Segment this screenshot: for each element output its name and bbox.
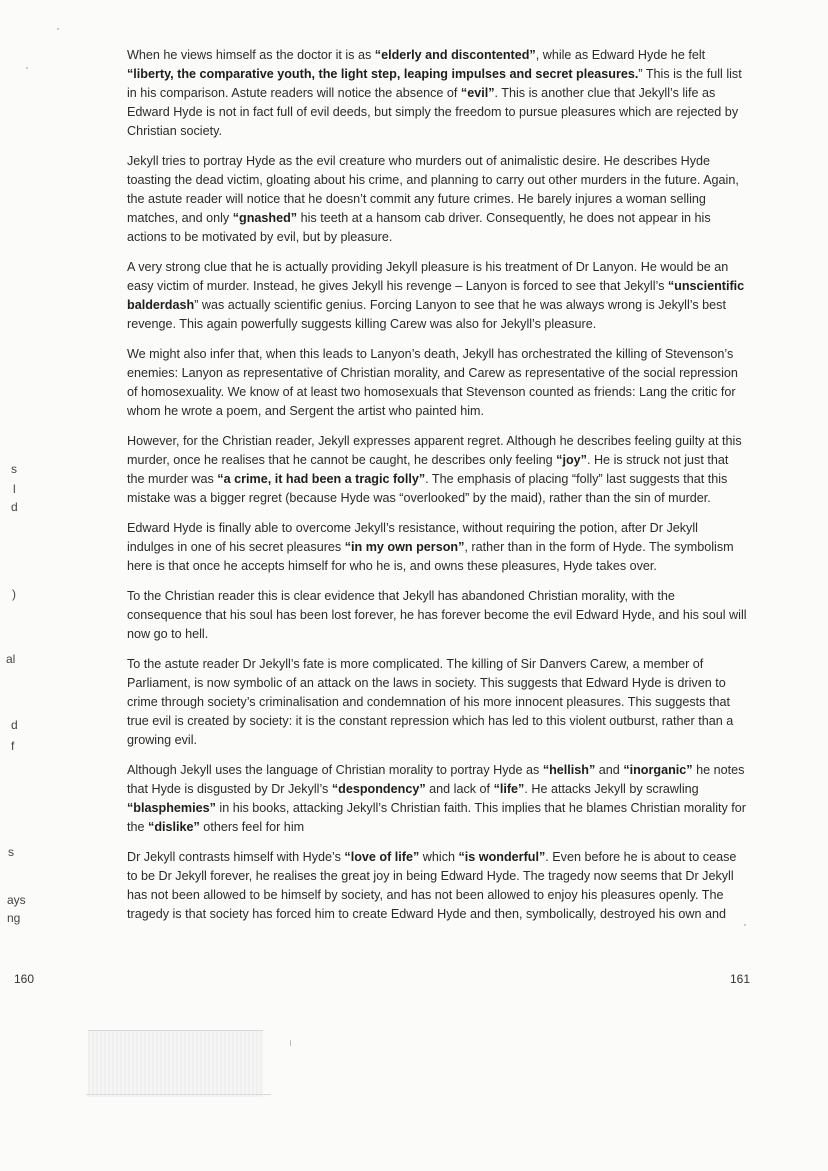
margin-fragment: s (11, 462, 17, 476)
speck (290, 1040, 291, 1046)
text-run: . This is another clue that Jekyll’s life as Edward Hyde is not in fact full of evil deeds, but simply the freedom to pursue pleasures which are rejected by Christian society. (127, 86, 739, 138)
text-run: When he views himself as the doctor it is as (127, 48, 375, 62)
scan-line (86, 1094, 271, 1095)
text-run: ” This is the full list in his comparison. Astute readers will notice the absence of (127, 67, 742, 100)
margin-fragment: ng (7, 911, 21, 925)
quote-emphasis: “elderly and discontented” (374, 48, 536, 62)
text-run: . He is struck not just that the murder was (127, 453, 729, 486)
quote-emphasis: “a crime, it had been a tragic folly” (217, 472, 426, 486)
text-run: We might also infer that, when this leads to Lanyon’s death, Jekyll has orchestrated the killing of Stevenson’s enemies: Lanyon as representative of Christian morality, and Carew as representative of the social repression of homosexuality. We know of at least two homosexuals that Stevenson counted as friends: Lang the critic for whom he wrote a poem, and Sergent the artist who painted him. (127, 347, 738, 418)
paragraph-2 (127, 152, 747, 247)
quote-emphasis: “in my own person” (344, 540, 465, 554)
quote-emphasis: “is wonderful” (458, 850, 546, 864)
text-run: . Even before he is about to cease to be Dr Jekyll forever, he realises the great joy in being Edward Hyde. The tragedy now seems that Dr Jekyll has not been allowed to be himself by society, and has not been allowed to enjoy his pleasures openly. The tragedy is that society has forced him to create Edward Hyde and then, symbolically, destroyed his own and (127, 850, 737, 921)
page-number-left: 160 (14, 972, 35, 986)
text-run: Edward Hyde is finally able to overcome Jekyll’s resistance, without requiring the potion, after Dr Jekyll indulges in one of his secret pleasures (127, 521, 698, 554)
body-text (127, 46, 747, 935)
quote-emphasis: “life” (493, 782, 525, 796)
text-run: To the astute reader Dr Jekyll’s fate is more complicated. The killing of Sir Danvers Carew, a member of Parliament, is now symbolic of an attack on the laws in society. This suggests that Edward Hyde is driven to crime through society’s criminalisation and condemnation of his more innocent pleasures. This suggests that true evil is created by society: it is the constant repression which has led to this violent outburst, rather than a growing evil. (127, 657, 734, 747)
speck (744, 924, 746, 926)
text-run: Dr Jekyll contrasts himself with Hyde’s (127, 850, 345, 864)
paragraph-8 (127, 655, 747, 750)
paragraph-9 (127, 761, 747, 837)
text-run: , while as Edward Hyde he felt (535, 48, 706, 62)
quote-emphasis: “hellish” (542, 763, 596, 777)
text-run: which (419, 850, 459, 864)
quote-emphasis: “liberty, the comparative youth, the light step, leaping impulses and secret pleasures. (127, 67, 639, 81)
paragraph-10 (127, 848, 747, 924)
page-number-right: 161 (730, 972, 751, 986)
margin-fragment: d (11, 718, 18, 732)
quote-emphasis: “inorganic” (623, 763, 693, 777)
speck (26, 67, 28, 69)
text-run: A very strong clue that he is actually providing Jekyll pleasure is his treatment of Dr Lanyon. He would be an easy victim of murder. Instead, he gives Jekyll his revenge – Lanyon is forced to see that Jekyll’s (127, 260, 729, 293)
paragraph-1 (127, 46, 747, 141)
paragraph-4 (127, 345, 747, 421)
text-run: others feel for him (199, 820, 305, 834)
text-run: and lack of (425, 782, 494, 796)
text-run: he notes that Hyde is disgusted by Dr Jekyll’s (127, 763, 745, 796)
scan-artifact (88, 1030, 263, 1097)
quote-emphasis: “evil” (460, 86, 495, 100)
quote-emphasis: “dislike” (148, 820, 200, 834)
margin-fragment: ) (12, 587, 16, 601)
text-run: his teeth at a hansom cab driver. Consequently, he does not appear in his actions to be motivated by evil, but by pleasure. (127, 211, 711, 244)
text-run: To the Christian reader this is clear evidence that Jekyll has abandoned Christian morality, with the consequence that his soul has been lost forever, he has forever become the evil Edward Hyde, and his soul will now go to hell. (127, 589, 747, 641)
margin-fragment: al (6, 652, 16, 666)
paragraph-3 (127, 258, 747, 334)
quote-emphasis: “blasphemies” (127, 801, 216, 815)
margin-fragment: f (11, 739, 15, 753)
quote-emphasis: “gnashed” (232, 211, 298, 225)
margin-fragment: s (8, 845, 14, 859)
text-run: . He attacks Jekyll by scrawling (524, 782, 699, 796)
text-run: . The emphasis of placing “folly” last suggests that this mistake was a bigger regret (because Hyde was “overlooked” by the maid), rather than the sin of murder. (127, 472, 728, 505)
text-run: ” was actually scientific genius. Forcing Lanyon to see that he was always wrong is Jekyll’s best revenge. This again powerfully suggests killing Carew was also for Jekyll’s pleasure. (127, 298, 726, 331)
text-run: Although Jekyll uses the language of Christian morality to portray Hyde as (127, 763, 543, 777)
margin-fragment: l (13, 482, 16, 496)
quote-emphasis: “love of life” (344, 850, 420, 864)
paragraph-6 (127, 519, 747, 576)
quote-emphasis: “unscientific balderdash (127, 279, 745, 312)
text-run: However, for the Christian reader, Jekyll expresses apparent regret. Although he describes feeling guilty at this murder, once he realises that he cannot be caught, he describes only feeling (127, 434, 742, 467)
quote-emphasis: “despondency” (331, 782, 426, 796)
paragraph-7 (127, 587, 747, 644)
text-run: and (595, 763, 624, 777)
text-run: in his books, attacking Jekyll’s Christian faith. This implies that he blames Christian morality for the (127, 801, 746, 834)
paragraph-5 (127, 432, 747, 508)
margin-fragment: d (11, 500, 18, 514)
margin-fragment: ays (7, 893, 26, 907)
text-run: , rather than in the form of Hyde. The symbolism here is that once he accepts himself for who he is, and owns these pleasures, Hyde takes over. (127, 540, 734, 573)
quote-emphasis: “joy” (556, 453, 587, 467)
speck (57, 28, 59, 30)
text-run: Jekyll tries to portray Hyde as the evil creature who murders out of animalistic desire. He describes Hyde toasting the dead victim, gloating about his crime, and planning to carry out other murders in the future. Again, the astute reader will notice that he doesn’t commit any future crimes. He barely injures a woman selling matches, and only (127, 154, 739, 225)
